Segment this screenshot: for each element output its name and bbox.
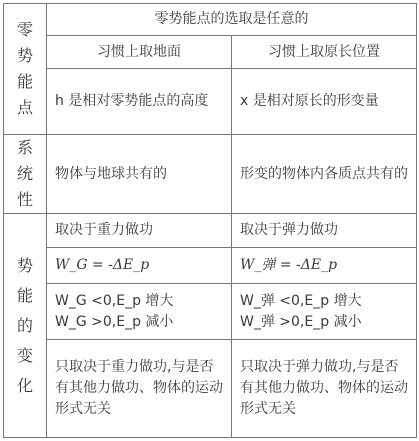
change-depends-row [4, 214, 417, 248]
gravity-formula-text: W_G = -ΔE_p [55, 257, 150, 273]
zero-point-convention-row [4, 36, 417, 69]
gravity-decrease-text: W_G >0,E_p 减小 [55, 313, 174, 330]
energy-change-header [4, 214, 47, 438]
independence-row [4, 340, 417, 438]
gravity-increase-text: W_G <0,E_p 增大 [55, 292, 174, 309]
gravity-sign-cell [47, 284, 232, 340]
elastic-description-cell: x 是相对原长的形变量 [232, 69, 417, 135]
sign-row [4, 284, 417, 340]
gravity-formula-cell [47, 248, 232, 284]
systematic-header-label: 系统性 [16, 138, 33, 209]
zero-point-header [4, 4, 47, 135]
elastic-increase-text: W_弹 <0,E_p 增大 [240, 292, 362, 309]
gravity-description-cell: h 是相对零势能点的高度 [47, 69, 232, 135]
gravity-depends-cell: 取决于重力做功 [47, 214, 232, 248]
zero-point-header-label: 零势能点 [16, 20, 33, 117]
zero-point-merged-header: 零势能点的选取是任意的 [47, 4, 417, 36]
gravity-independence-cell: 只取决于重力做功,与是否有其他力做功、物体的运动形式无关 [47, 340, 232, 438]
elastic-sign-cell [232, 284, 417, 340]
elastic-formula-cell [232, 248, 417, 284]
comparison-table-page [3, 3, 416, 438]
zero-point-description-row [4, 69, 417, 135]
elastic-convention-cell: 习惯上取原长位置 [232, 36, 417, 69]
formula-row [4, 248, 417, 284]
systematic-header [4, 135, 47, 214]
gravity-systematic-cell: 物体与地球共有的 [47, 135, 232, 214]
elastic-systematic-cell: 形变的物体内各质点共有的 [232, 135, 417, 214]
elastic-independence-cell: 只取决于弹力做功,与是否有其他力做功、物体的运动形式无关 [232, 340, 417, 438]
elastic-decrease-text: W_弹 >0,E_p 减小 [240, 313, 362, 330]
energy-change-header-label: 势能的变化 [16, 255, 33, 395]
elastic-depends-cell: 取决于弹力做功 [232, 214, 417, 248]
elastic-formula-text: W_弹 = -ΔE_p [240, 257, 338, 273]
potential-energy-comparison-table [3, 3, 417, 438]
systematic-row [4, 135, 417, 214]
zero-point-title-row [4, 4, 417, 36]
gravity-convention-cell: 习惯上取地面 [47, 36, 232, 69]
